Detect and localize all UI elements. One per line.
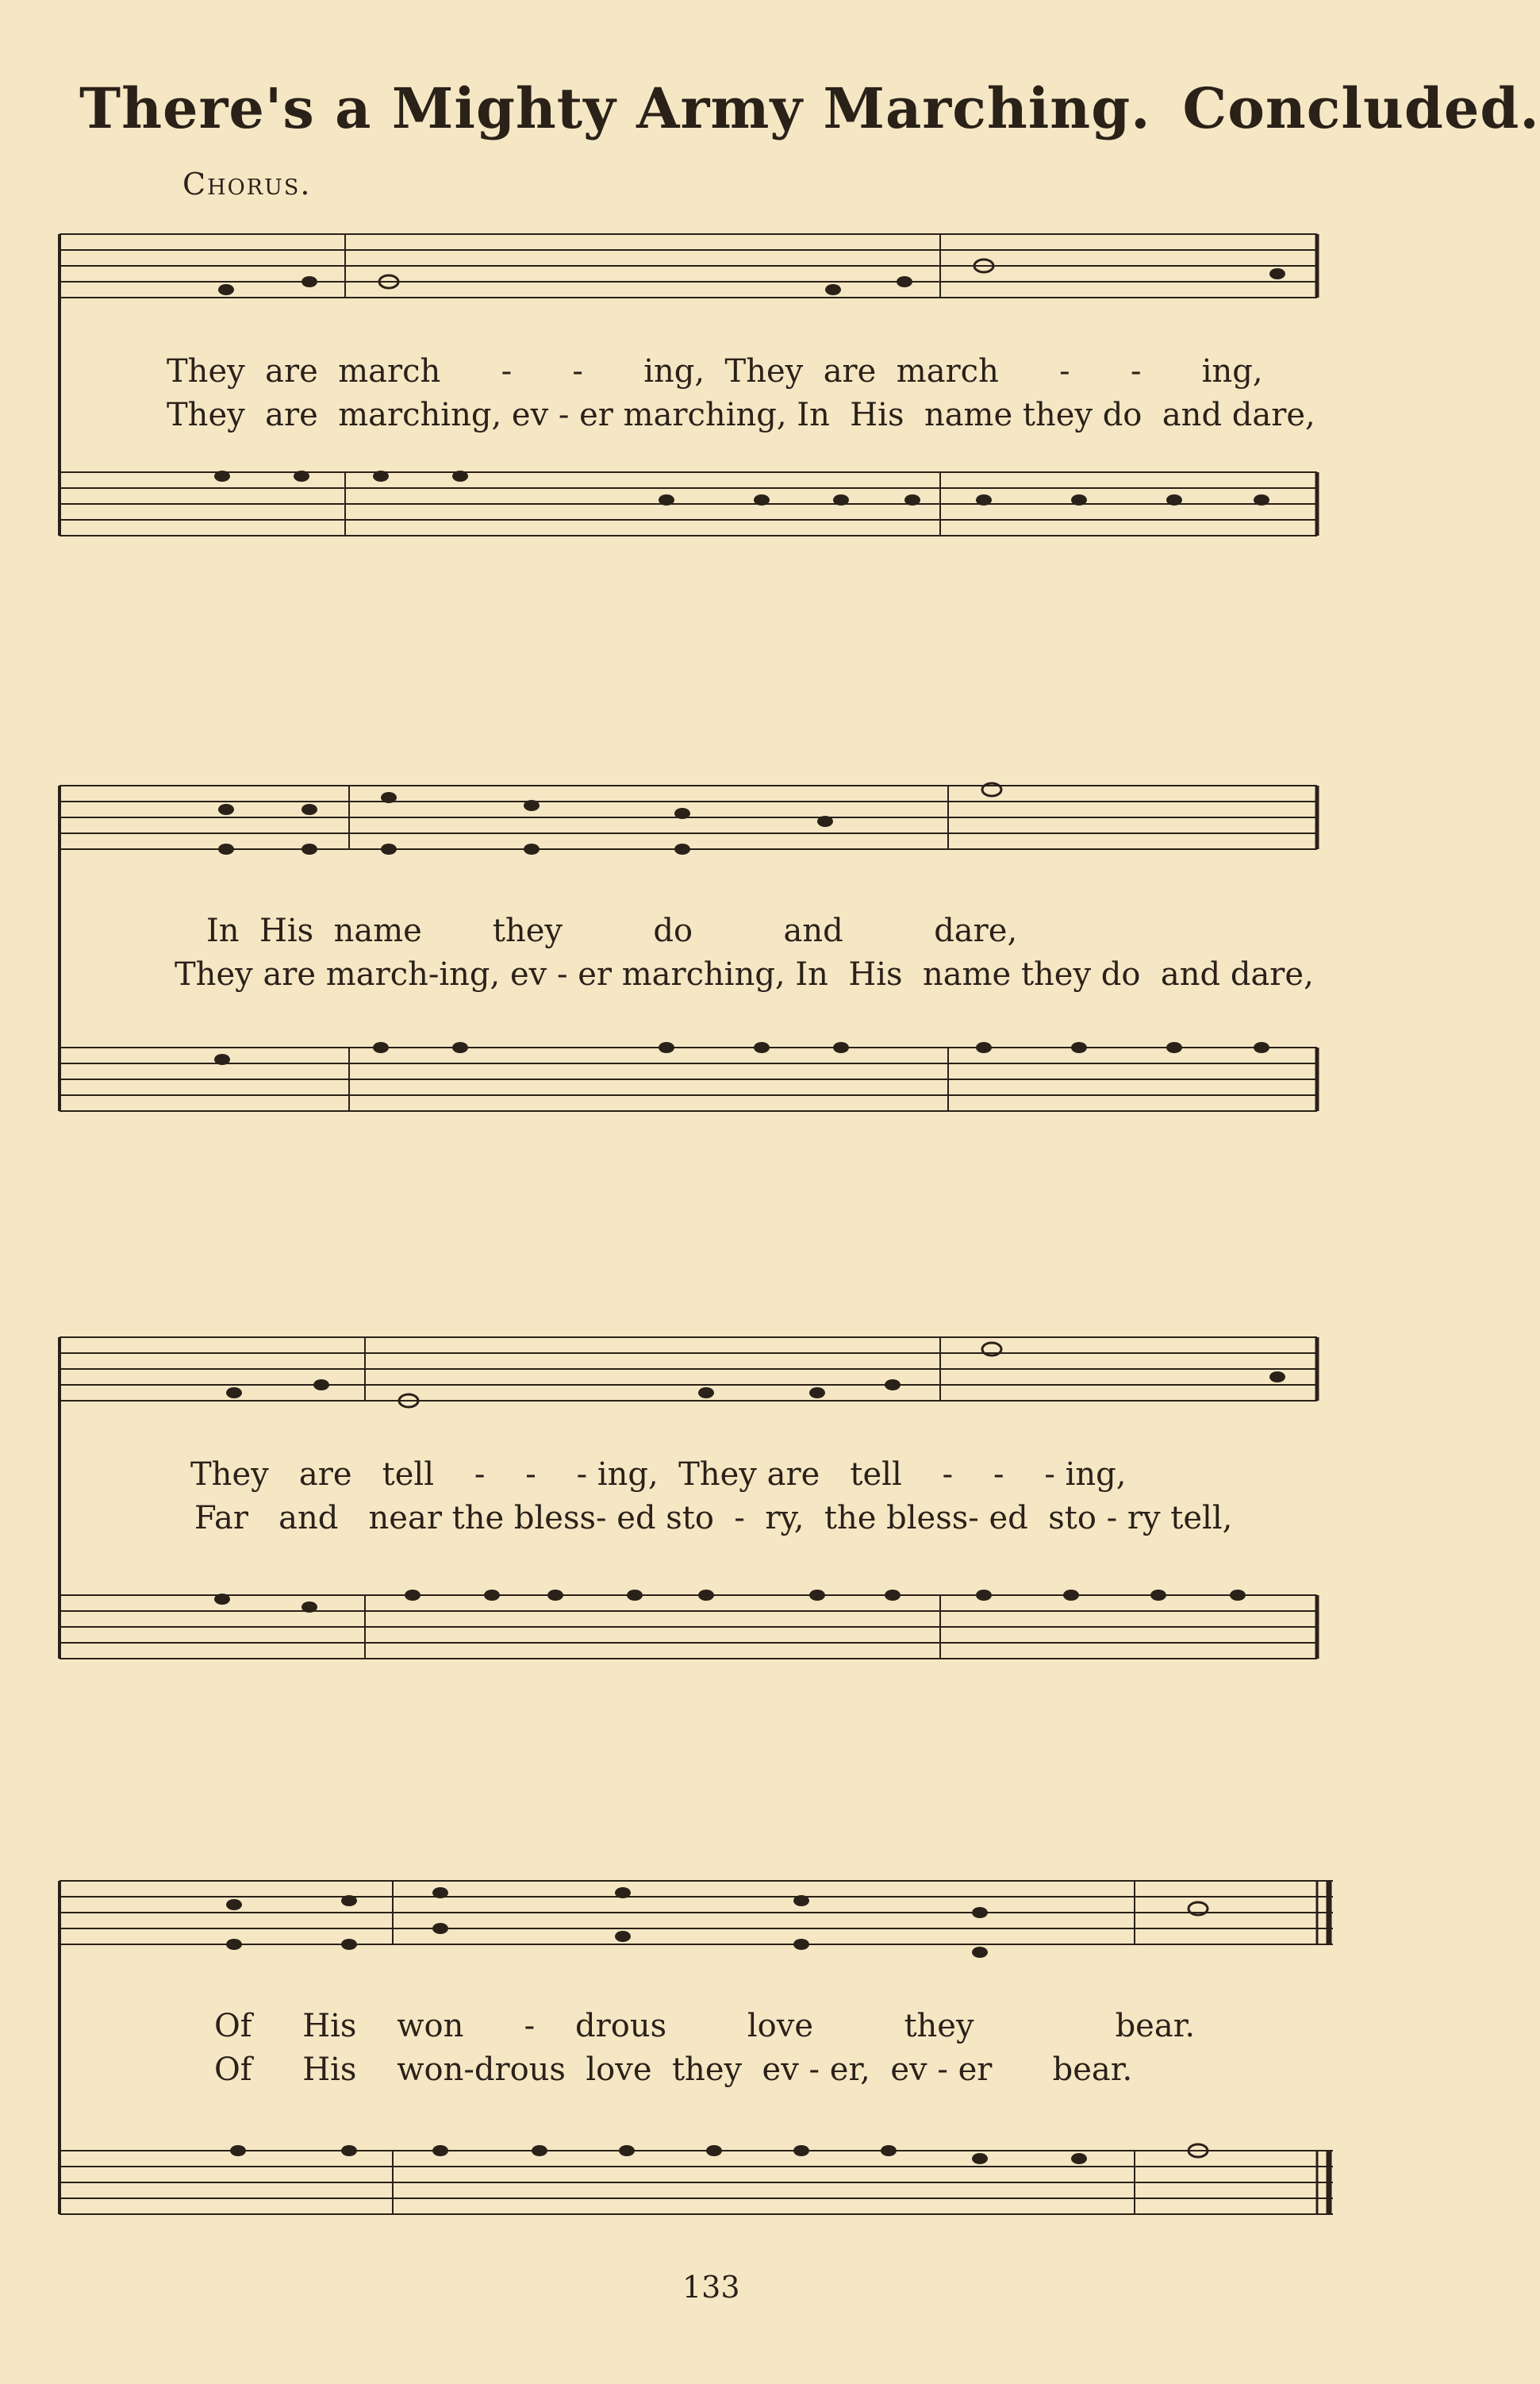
lyric-word: er bbox=[958, 2051, 993, 2088]
lyric-word: do bbox=[653, 913, 693, 949]
lyric-word: - bbox=[576, 1456, 588, 1493]
lyric-word: are bbox=[265, 353, 318, 390]
lyric-word: They bbox=[175, 956, 253, 993]
lyric-word: love bbox=[586, 2051, 652, 2088]
lyric-word: ed bbox=[989, 1500, 1028, 1536]
lyric-word: won bbox=[397, 2008, 464, 2044]
lyric-word: march bbox=[896, 353, 999, 390]
lyric-word: ev bbox=[890, 2051, 927, 2088]
lyric-word: are bbox=[298, 1456, 352, 1493]
lyric-word: - bbox=[558, 397, 570, 433]
lyric-word: and dare, bbox=[1162, 397, 1315, 433]
lyric-word: They bbox=[167, 353, 245, 390]
lyric-word: name bbox=[924, 397, 1013, 433]
lyric-word: and dare, bbox=[1160, 956, 1314, 993]
lyric-word: - bbox=[1130, 353, 1142, 390]
music-system-4 bbox=[48, 1841, 1349, 2238]
music-system-3 bbox=[48, 1302, 1349, 1675]
lyric-word: In bbox=[206, 913, 240, 949]
lyric-word: - bbox=[942, 1456, 954, 1493]
lyric-word: Of bbox=[214, 2051, 252, 2088]
lyric-word: do bbox=[1102, 397, 1143, 433]
lyrics-verse-lower bbox=[167, 397, 1315, 433]
lyric-word: name bbox=[333, 913, 422, 949]
lyric-word: marching, bbox=[338, 397, 502, 433]
lyric-word: tell bbox=[850, 1456, 902, 1493]
lyrics-verse-lower bbox=[175, 956, 1314, 993]
lyric-word: sto bbox=[1048, 1500, 1096, 1536]
lyrics-verse-upper bbox=[206, 913, 1017, 949]
lyric-word: - bbox=[808, 2051, 820, 2088]
lyric-word: They bbox=[190, 1456, 269, 1493]
lyric-word: His bbox=[850, 397, 904, 433]
page-number: 133 bbox=[682, 2270, 740, 2305]
lyric-word: - bbox=[1059, 353, 1070, 390]
lyric-word: march-ing, bbox=[325, 956, 501, 993]
title-suffix: Concluded. bbox=[1182, 75, 1540, 141]
lyric-word: They bbox=[678, 1456, 757, 1493]
lyric-word: bear. bbox=[1052, 2051, 1133, 2088]
lyric-word: bear. bbox=[1115, 2008, 1196, 2044]
lyric-word: His bbox=[259, 913, 314, 949]
page-title bbox=[79, 75, 1540, 141]
lyric-word: and bbox=[278, 1500, 339, 1536]
lyric-word: ev bbox=[509, 956, 547, 993]
lyrics-verse-lower bbox=[194, 1500, 1232, 1536]
lyrics-verse-upper bbox=[214, 2008, 1195, 2044]
music-system-1 bbox=[48, 202, 1349, 575]
lyric-word: - bbox=[572, 353, 583, 390]
lyric-word: the bbox=[451, 1500, 505, 1536]
chorus-label: Chorus. bbox=[182, 167, 312, 202]
lyric-word: In bbox=[797, 397, 830, 433]
lyric-word: bless- bbox=[513, 1500, 607, 1536]
lyric-word: dare, bbox=[934, 913, 1018, 949]
lyric-word: tell, bbox=[1170, 1500, 1233, 1536]
lyric-word: ed bbox=[616, 1500, 656, 1536]
lyric-word: ing, bbox=[643, 353, 705, 390]
lyric-word: His bbox=[848, 956, 903, 993]
lyric-word: are bbox=[263, 956, 317, 993]
music-system-2 bbox=[48, 762, 1349, 1135]
lyric-word: bless- bbox=[886, 1500, 979, 1536]
lyric-word: they bbox=[1022, 397, 1093, 433]
lyric-word: - bbox=[993, 1456, 1004, 1493]
lyric-word: tell bbox=[382, 1456, 435, 1493]
lyric-word: er marching, bbox=[579, 397, 787, 433]
lyric-word: - bbox=[524, 2008, 536, 2044]
lyric-word: - bbox=[501, 353, 513, 390]
lyric-word: - bbox=[1106, 1500, 1118, 1536]
lyric-word: - bbox=[734, 1500, 745, 1536]
lyric-word: They bbox=[724, 353, 804, 390]
lyric-word: ev bbox=[762, 2051, 799, 2088]
lyric-word: His bbox=[302, 2008, 357, 2044]
lyric-word: Far bbox=[194, 1500, 249, 1536]
lyric-word: They bbox=[167, 397, 245, 433]
lyric-word: and bbox=[783, 913, 843, 949]
lyric-word: are bbox=[265, 397, 318, 433]
lyric-word: they bbox=[492, 913, 563, 949]
lyrics-verse-lower bbox=[214, 2051, 1132, 2088]
lyric-word: march bbox=[338, 353, 441, 390]
lyric-word: ry bbox=[1127, 1500, 1161, 1536]
lyric-word: the bbox=[824, 1500, 877, 1536]
lyric-word: ing, bbox=[597, 1456, 659, 1493]
lyric-word: are bbox=[823, 353, 877, 390]
lyric-word: - bbox=[525, 1456, 536, 1493]
lyric-word: ry, bbox=[765, 1500, 805, 1536]
lyric-word: - bbox=[474, 1456, 486, 1493]
lyric-word: they bbox=[671, 2051, 743, 2088]
lyric-word: er marching, bbox=[578, 956, 785, 993]
lyric-word: do bbox=[1100, 956, 1141, 993]
lyric-word: near bbox=[368, 1500, 442, 1536]
lyric-word: - bbox=[1044, 1456, 1055, 1493]
lyric-word: are bbox=[766, 1456, 820, 1493]
lyric-word: name bbox=[923, 956, 1012, 993]
lyric-word: His bbox=[302, 2051, 357, 2088]
title-main: There's a Mighty Army Marching. bbox=[79, 75, 1151, 141]
lyrics-verse-upper bbox=[167, 353, 1263, 390]
lyric-word: won-drous bbox=[397, 2051, 566, 2088]
lyric-word: Of bbox=[214, 2008, 252, 2044]
lyric-word: they bbox=[1020, 956, 1092, 993]
lyric-word: ing, bbox=[1201, 353, 1263, 390]
lyrics-verse-upper bbox=[190, 1456, 1126, 1493]
lyric-word: they bbox=[904, 2008, 974, 2044]
lyric-word: In bbox=[795, 956, 828, 993]
lyric-word: sto bbox=[666, 1500, 714, 1536]
lyric-word: - bbox=[937, 2051, 948, 2088]
lyric-word: love bbox=[747, 2008, 813, 2044]
lyric-word: ing, bbox=[1065, 1456, 1127, 1493]
lyric-word: ev bbox=[511, 397, 549, 433]
lyric-word: er, bbox=[829, 2051, 870, 2088]
lyric-word: - bbox=[556, 956, 568, 993]
lyric-word: drous bbox=[575, 2008, 667, 2044]
